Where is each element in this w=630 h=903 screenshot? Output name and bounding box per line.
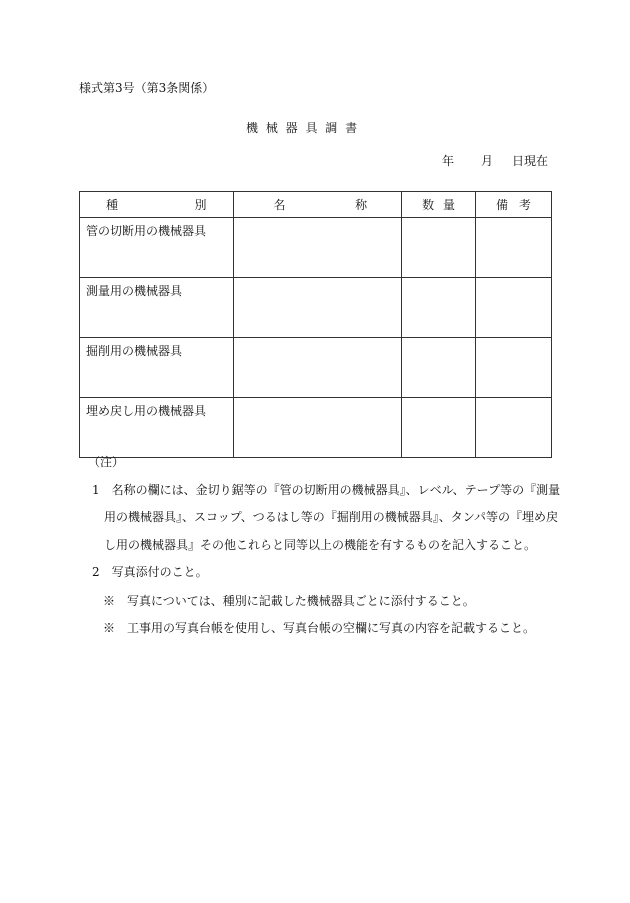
header-name	[233, 192, 402, 218]
equipment-table	[79, 191, 552, 458]
remarks-cell[interactable]	[476, 398, 552, 458]
header-char: 別	[194, 198, 207, 212]
note-line: 用の機械器具』、スコップ、つるはし等の『掘削用の機械器具』、タンパ等の『埋め戻	[104, 510, 558, 524]
name-cell[interactable]	[233, 338, 402, 398]
kind-cell: 測量用の機械器具	[80, 278, 234, 338]
table-header-row	[80, 192, 552, 218]
header-quantity	[402, 192, 476, 218]
quantity-cell[interactable]	[402, 278, 476, 338]
quantity-cell[interactable]	[402, 338, 476, 398]
name-cell[interactable]	[233, 278, 402, 338]
name-cell[interactable]	[233, 398, 402, 458]
quantity-cell[interactable]	[402, 218, 476, 278]
kind-cell: 埋め戻し用の機械器具	[80, 398, 234, 458]
header-char: 名	[273, 198, 286, 212]
name-cell[interactable]	[233, 218, 402, 278]
month-label: 月	[481, 154, 494, 168]
table-row	[80, 338, 552, 398]
date-line	[0, 154, 630, 168]
header-char: 数	[422, 198, 435, 212]
table-row	[80, 278, 552, 338]
remarks-cell[interactable]	[476, 218, 552, 278]
header-char: 量	[443, 198, 456, 212]
header-remarks	[476, 192, 552, 218]
note-line: 2 写真添付のこと。	[92, 565, 208, 579]
note-line: 1 名称の欄には、金切り鋸等の『管の切断用の機械器具』、レベル、テープ等の『測量	[92, 483, 561, 497]
form-number: 様式第3号（第3条関係）	[79, 81, 215, 95]
header-char: 種	[106, 198, 119, 212]
note-line: し用の機械器具』その他これらと同等以上の機能を有するものを記入すること。	[104, 538, 537, 552]
remarks-cell[interactable]	[476, 338, 552, 398]
remarks-cell[interactable]	[476, 278, 552, 338]
header-char: 称	[355, 198, 368, 212]
quantity-cell[interactable]	[402, 398, 476, 458]
notes-heading: （注）	[88, 455, 125, 469]
header-char: 考	[518, 198, 531, 212]
kind-cell: 掘削用の機械器具	[80, 338, 234, 398]
table-row	[80, 218, 552, 278]
note-line: ※ 写真については、種別に記載した機械器具ごとに添付すること。	[103, 594, 475, 608]
table-row	[80, 398, 552, 458]
note-line: ※ 工事用の写真台帳を使用し、写真台帳の空欄に写真の内容を記載すること。	[103, 621, 536, 635]
document-title: 機 械 器 具 調 書	[246, 121, 360, 135]
header-kind	[80, 192, 234, 218]
header-char: 備	[496, 198, 509, 212]
day-label: 日現在	[512, 154, 549, 168]
kind-cell: 管の切断用の機械器具	[80, 218, 234, 278]
year-label: 年	[442, 154, 455, 168]
